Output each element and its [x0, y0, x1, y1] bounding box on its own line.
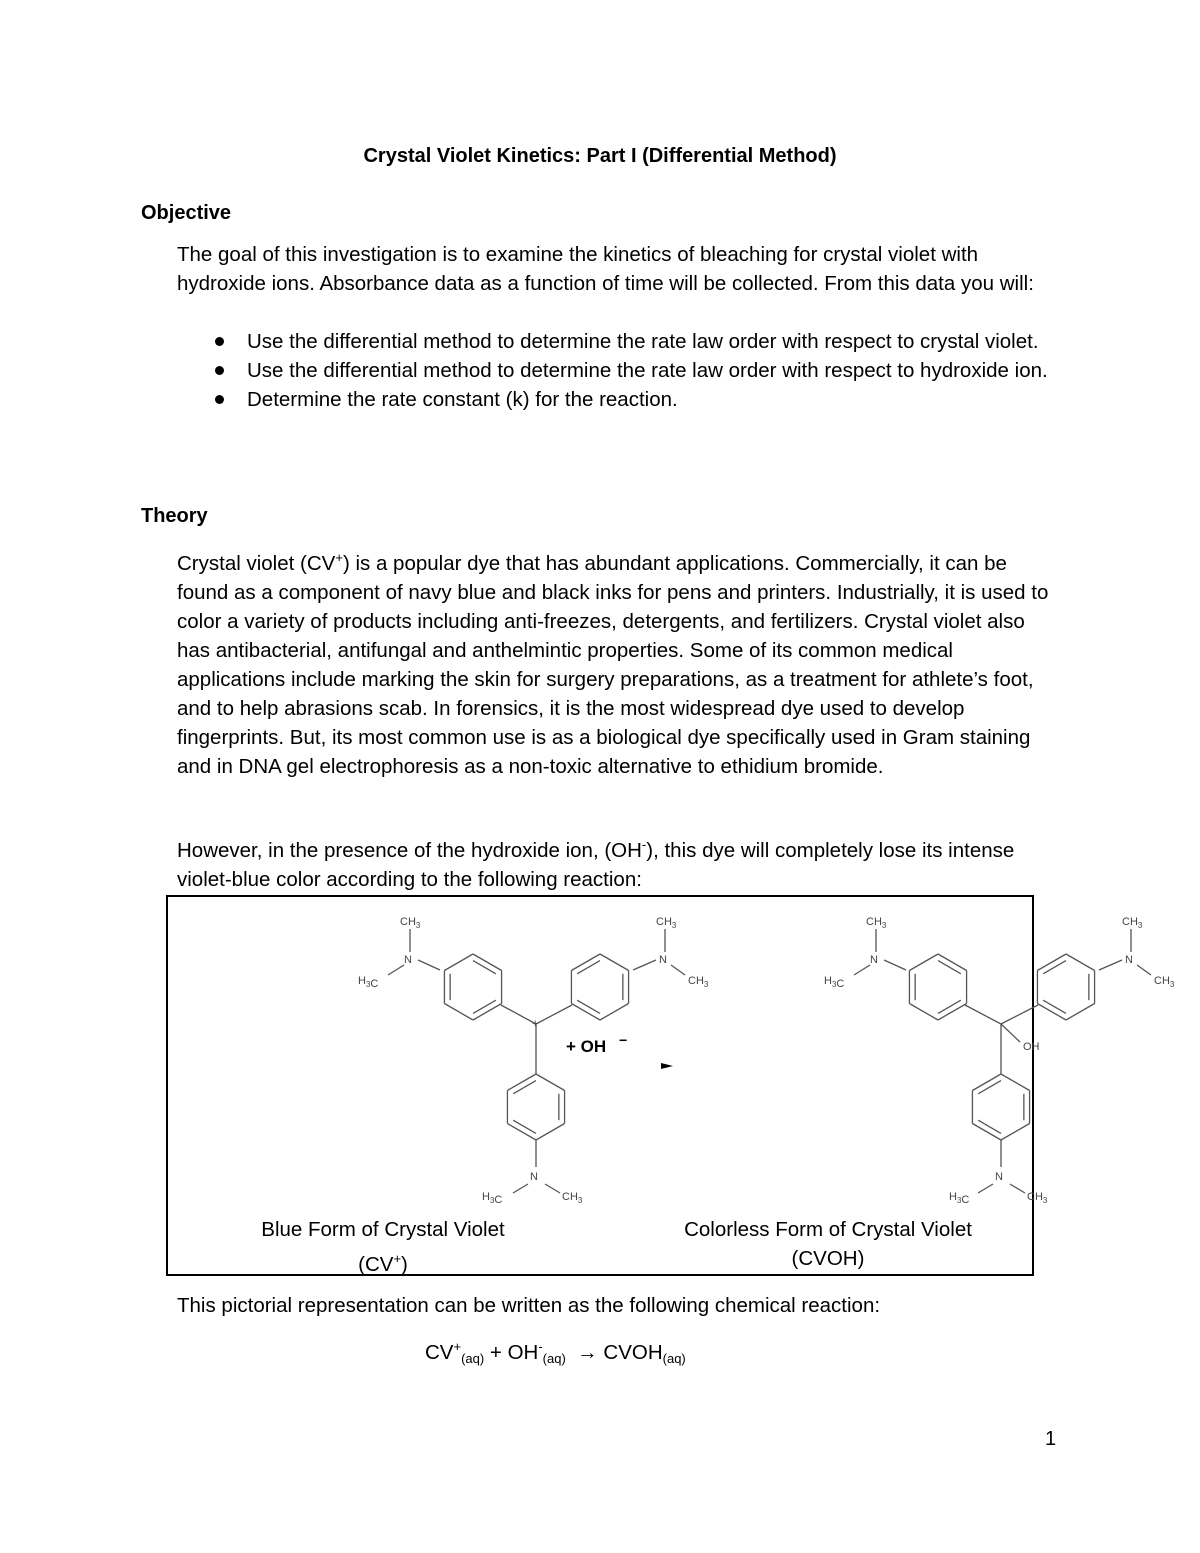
bond-line — [507, 1124, 536, 1141]
methyl-label: $H_3C$ — [482, 1191, 503, 1206]
bond-line — [545, 1184, 560, 1193]
methyl-label: $CH_3$ — [1122, 916, 1143, 930]
methyl-label: $H_3C$ — [949, 1191, 970, 1206]
bond-line — [600, 1004, 629, 1021]
methyl-label: $H_3C$ — [358, 975, 379, 990]
methyl-label: $CH_3$ — [1154, 975, 1175, 989]
nitrogen-label: N — [530, 1171, 538, 1183]
bond-line — [473, 1004, 502, 1021]
bullet-text: Determine the rate constant (k) for the reaction. — [247, 388, 678, 411]
left-caption-line1: Blue Form of Crystal Violet — [261, 1218, 505, 1241]
list-item — [211, 356, 1061, 385]
bond-line — [1001, 1005, 1038, 1024]
right-caption — [638, 1215, 1018, 1273]
methyl-label: $CH_3$ — [1027, 1191, 1048, 1205]
methyl-label: $CH_3$ — [866, 916, 887, 930]
methyl-label: $CH_3$ — [656, 916, 677, 930]
bond-line — [972, 1074, 1001, 1091]
page-title: Crystal Violet Kinetics: Part I (Differential Method) — [363, 145, 837, 167]
left-caption-line2: (CV+) — [358, 1251, 408, 1276]
bond-line — [501, 1005, 536, 1024]
bond-line — [513, 1120, 536, 1133]
bond-line — [1037, 954, 1066, 971]
bullet-icon — [215, 337, 224, 346]
bond-line — [513, 1184, 528, 1193]
bullet-icon — [215, 395, 224, 404]
bond-line — [418, 960, 440, 970]
bond-line — [571, 954, 600, 971]
bond-line — [473, 954, 502, 971]
bond-line — [1043, 961, 1066, 974]
bond-line — [909, 1004, 938, 1021]
list-item — [211, 327, 1061, 356]
bond-line — [536, 1074, 565, 1091]
nitrogen-label: N — [1125, 954, 1133, 966]
bullet-text: Use the differential method to determine the rate law order with respect to crystal violet. — [247, 330, 1039, 353]
methyl-label: $CH_3$ — [400, 916, 421, 930]
bond-line — [938, 1004, 967, 1021]
list-item — [211, 385, 1061, 414]
bond-line — [854, 965, 870, 975]
bond-line — [1043, 1000, 1066, 1013]
bond-line — [633, 960, 656, 970]
bond-line — [388, 965, 404, 975]
theory-paragraph-1: Crystal violet (CV+) is a popular dye that has abundant applications. Commercially, it can be found as a component of navy blue and black inks for pens and printers. Industrially, it is used to color a variety of products including anti-freezes, detergents, and fertilizers. Crystal violet also has antibacterial, antifungal and anthelmintic properties. Some of its common medical applications include marking the skin for surgery preparations, as a treatment for athlete’s foot, and to help abrasions scab. In forensics, it is the most widespread dye used to develop fingerprints. But, its most common use is as a biological dye specifically used in Gram staining and in DNA gel electrophoresis as a non-toxic alternative to ethidium bromide. — [177, 550, 1049, 778]
methyl-label: $CH_3$ — [562, 1191, 583, 1205]
left-caption — [208, 1215, 558, 1279]
bond-line — [571, 1004, 600, 1021]
bond-line — [1066, 954, 1095, 971]
arrow-icon: → — [577, 1341, 598, 1364]
methyl-label: $CH_3$ — [688, 975, 709, 989]
bond-line — [909, 954, 938, 971]
bond-line — [965, 1005, 1001, 1024]
bond-line — [938, 954, 967, 971]
structure-labels — [358, 916, 1175, 1206]
nitrogen-label: N — [870, 954, 878, 966]
bond-line — [1037, 1004, 1066, 1021]
bond-line — [1001, 1124, 1030, 1141]
bond-line — [577, 961, 600, 974]
bond-line — [1099, 960, 1122, 970]
bond-line — [1137, 965, 1151, 975]
theory-paragraph-2: However, in the presence of the hydroxide ion, (OH-), this dye will completely lose its intense violet-blue color according to the following reaction: — [177, 837, 1015, 891]
hydroxyl-label: OH — [1023, 1041, 1040, 1053]
page-number: 1 — [1045, 1428, 1057, 1450]
bullet-text: Use the differential method to determine the rate law order with respect to hydroxide ion. — [247, 359, 1048, 382]
after-figure-text: This pictorial representation can be written as the following chemical reaction: — [177, 1294, 881, 1317]
methyl-label: $H_3C$ — [824, 975, 845, 990]
bond-line — [513, 1081, 536, 1094]
bond-line — [978, 1081, 1001, 1094]
bond-line — [671, 965, 685, 975]
bond-line — [473, 961, 496, 974]
bond-line — [1066, 1004, 1095, 1021]
reaction-figure — [166, 895, 1175, 1276]
bond-line — [600, 954, 629, 971]
bond-line — [507, 1074, 536, 1091]
bond-line — [536, 1124, 565, 1141]
bond-line — [444, 954, 473, 971]
bond-line — [978, 1120, 1001, 1133]
theory-heading: Theory — [141, 505, 208, 527]
bond-line — [1001, 1074, 1030, 1091]
structure-lines — [388, 929, 1151, 1193]
bond-line — [884, 960, 906, 970]
nitrogen-label: N — [404, 954, 412, 966]
reagent-label: + OH — [566, 1037, 607, 1056]
reagent-charge: − — [619, 1032, 628, 1048]
chemical-equation: $CV^+_{(aq)} + OH^-_{(aq)}$ → $CVOH_{(aq)}$ — [425, 1339, 686, 1366]
bond-line — [536, 1005, 572, 1024]
bond-line — [473, 1000, 496, 1013]
bond-line — [1010, 1184, 1025, 1193]
right-caption-line2: (CVOH) — [791, 1247, 865, 1270]
bond-line — [1001, 1024, 1020, 1042]
nitrogen-label: N — [995, 1171, 1003, 1183]
bond-line — [972, 1124, 1001, 1141]
bond-line — [938, 961, 961, 974]
objective-intro: The goal of this investigation is to examine the kinetics of bleaching for crystal violet with hydroxide ions. Absorbance data as a function of time will be collected. From this data you will: — [177, 243, 1034, 295]
bond-line — [577, 1000, 600, 1013]
bond-line — [444, 1004, 473, 1021]
objective-bullet-list — [211, 327, 1061, 414]
charge-label: + — [532, 1018, 539, 1030]
right-caption-line1: Colorless Form of Crystal Violet — [684, 1218, 972, 1241]
nitrogen-label: N — [659, 954, 667, 966]
bond-line — [978, 1184, 993, 1193]
objective-heading: Objective — [141, 202, 232, 224]
reaction-arrow-icon — [661, 1063, 673, 1069]
bullet-icon — [215, 366, 224, 375]
bond-line — [938, 1000, 961, 1013]
